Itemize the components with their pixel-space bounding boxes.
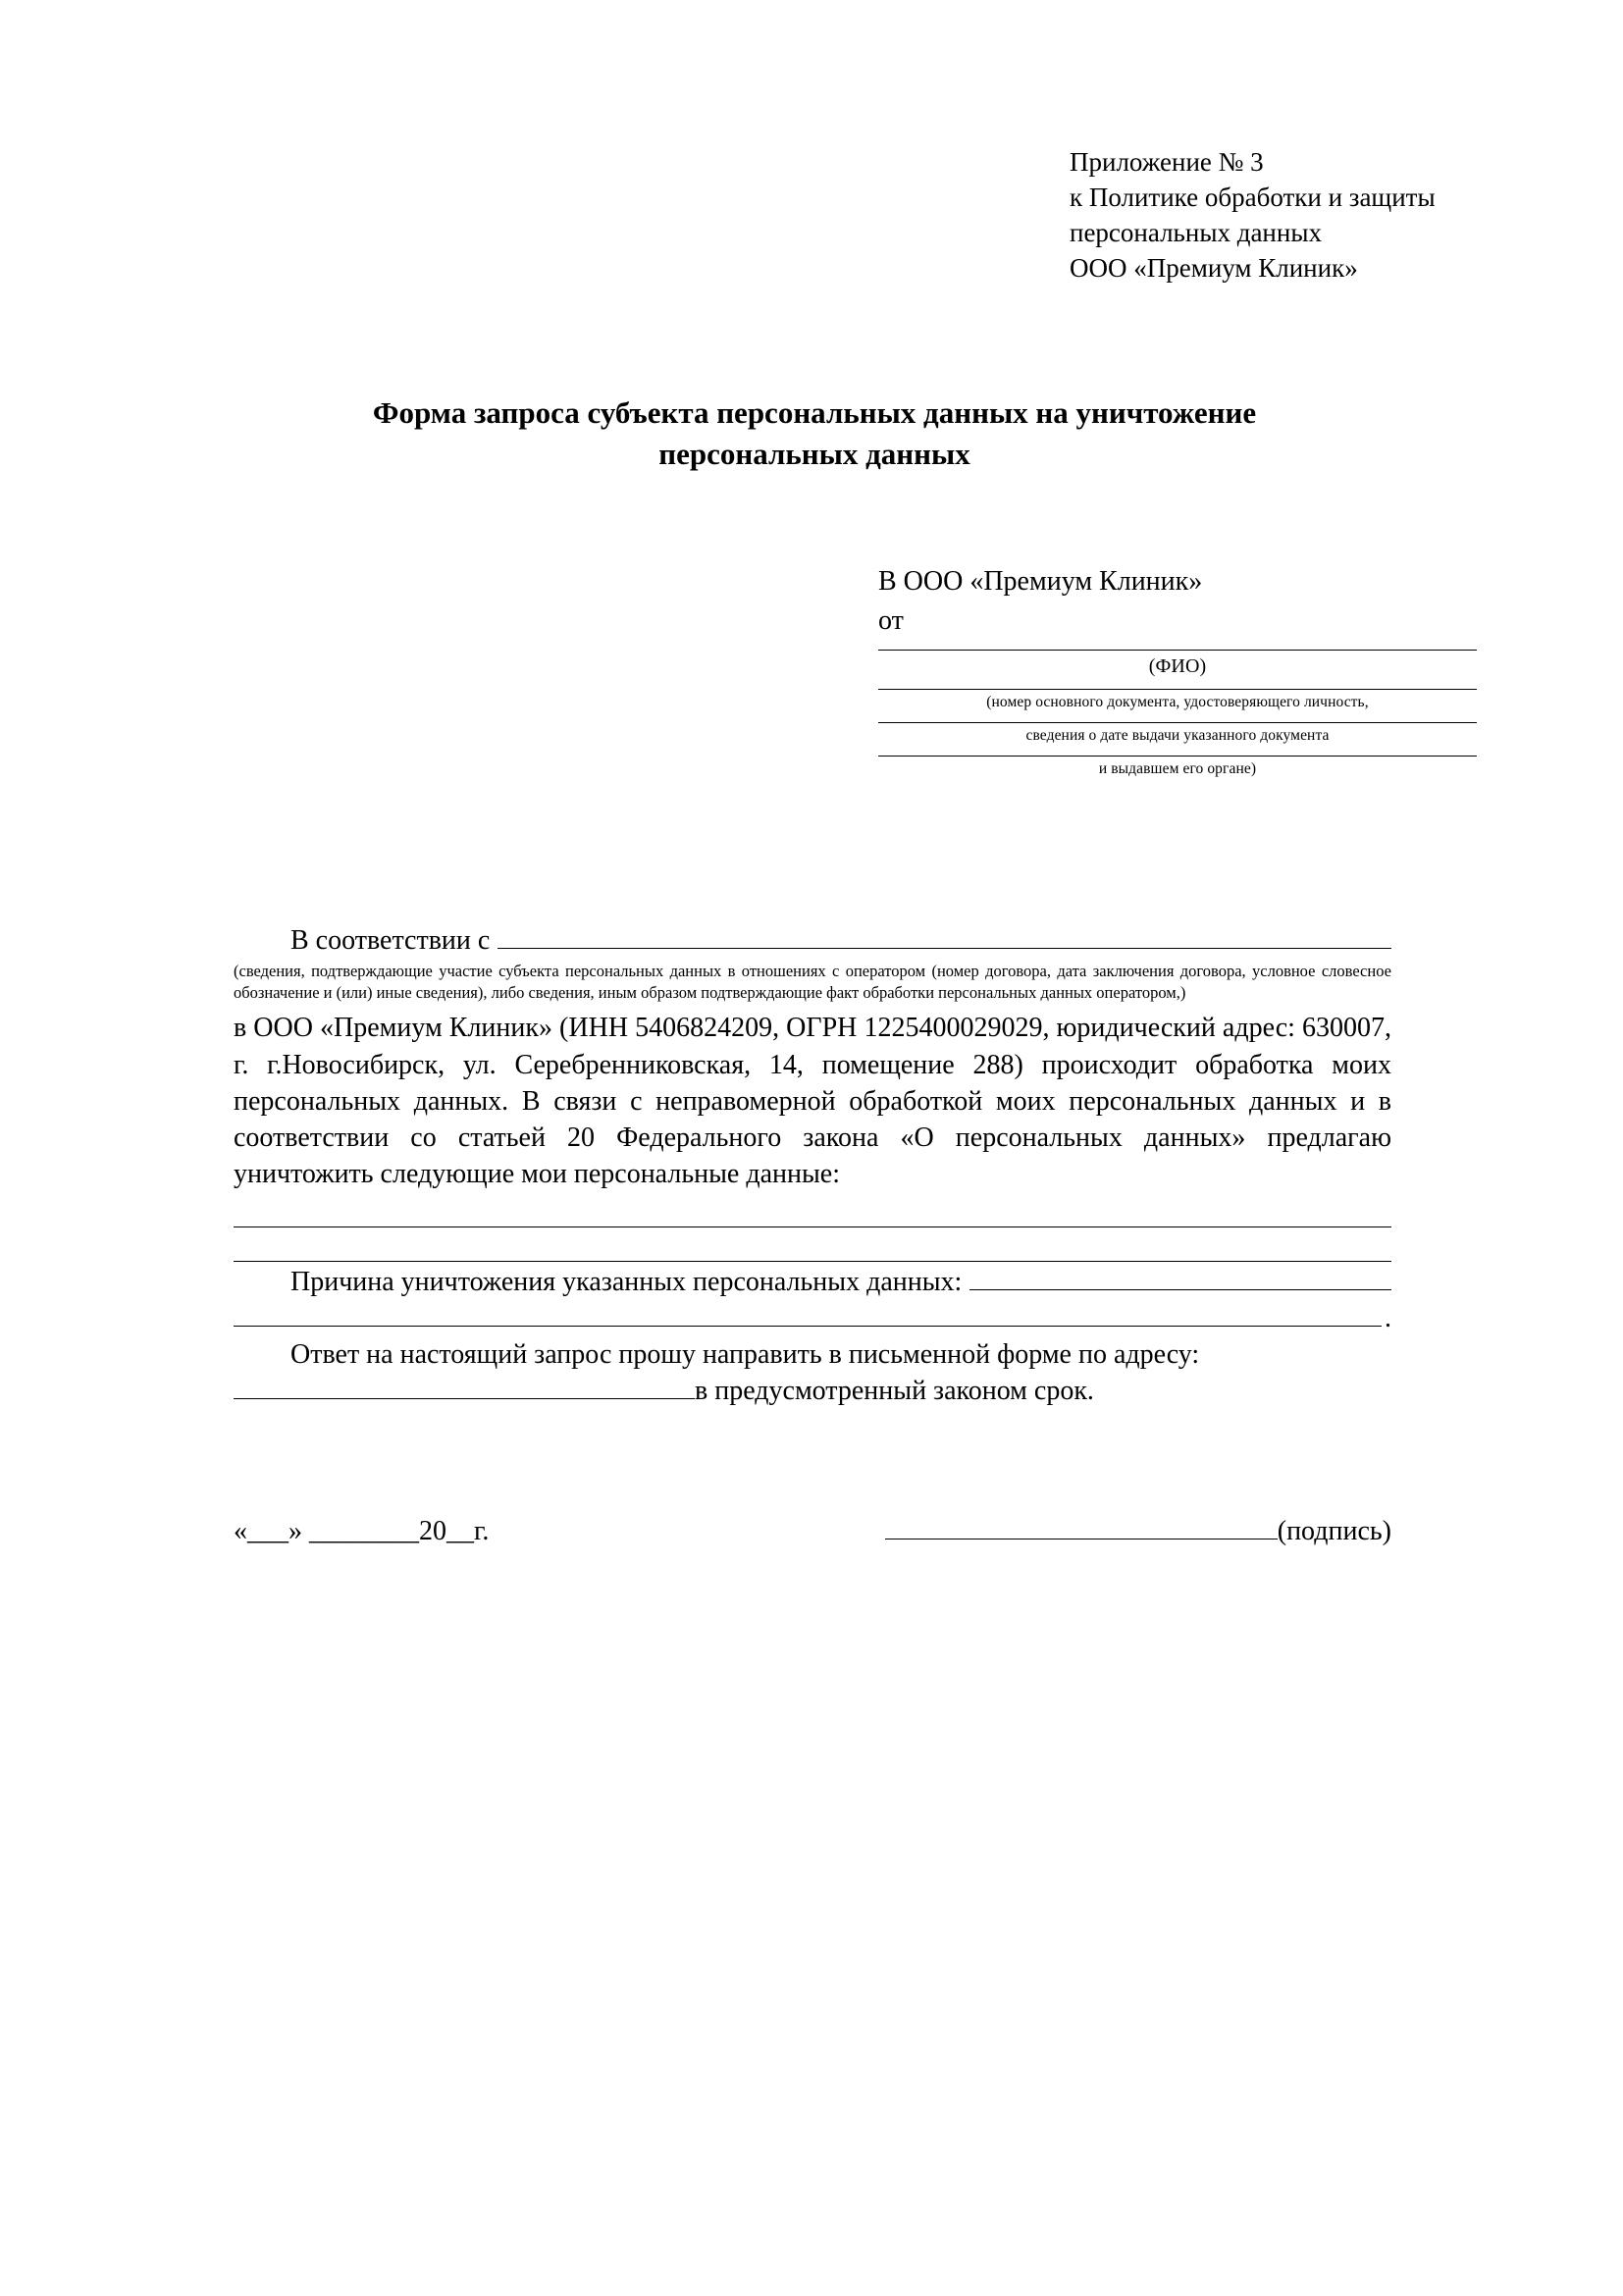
answer-address-rule[interactable] xyxy=(234,1377,695,1399)
fio-caption: (ФИО) xyxy=(1148,654,1207,677)
page-title-line-2: персональных данных xyxy=(658,436,970,471)
main-paragraph: в ООО «Премиум Клиник» (ИНН 5406824209, ОГРН 1225400029029, юридический адрес: 630007, г. г.Новосибирск, ул. Серебренниковская, 14, помещение 288) происходит обработка моих персональных данных. В связи с неправомерной обработкой моих персональных данных и в соответствии со статьей 20 Федерального закона «О персональных данных» предлагаю уничтожить следующие мои персональные данные: xyxy=(234,1013,1391,1190)
header-line-1: Приложение № 3 xyxy=(1070,147,1264,177)
answer-address-line[interactable] xyxy=(234,1373,1391,1409)
document-body xyxy=(234,922,1391,1410)
reason-line[interactable] xyxy=(234,1264,1391,1300)
document-date-caption: сведения о дате выдачи указанного документа xyxy=(1025,726,1330,744)
signature-caption: (подпись) xyxy=(1277,1516,1391,1546)
document-organ-caption: и выдавшем его органе) xyxy=(1098,760,1257,778)
header-block xyxy=(1070,145,1580,287)
addressee-from-label: от xyxy=(878,605,904,637)
reason-continuation-line[interactable] xyxy=(234,1300,1391,1336)
answer-tail-text: в предусмотренный законом срок. xyxy=(695,1376,1094,1407)
signature-row xyxy=(234,1516,1391,1547)
header-line-3: персональных данных xyxy=(1070,217,1322,247)
fio-field[interactable] xyxy=(878,650,1477,679)
reason-end-dot: . xyxy=(1385,1302,1391,1333)
document-organ-field[interactable] xyxy=(878,756,1477,779)
reason-input-rule-2[interactable] xyxy=(234,1304,1382,1327)
signature-field[interactable] xyxy=(885,1516,1391,1547)
document-number-caption: (номер основного документа, удостоверяющего личность, xyxy=(986,693,1369,710)
page-title xyxy=(236,392,1393,475)
header-line-2: к Политике обработки и защиты xyxy=(1070,182,1436,212)
date-field[interactable]: «___» ________20__г. xyxy=(234,1516,490,1546)
header-line-4: ООО «Премиум Клиник» xyxy=(1070,252,1358,283)
accordance-label: В соответствии с xyxy=(290,925,491,956)
page-title-line-1: Форма запроса субъекта персональных данных на уничтожение xyxy=(372,395,1257,430)
answer-paragraph: Ответ на настоящий запрос прошу направить в письменной форме по адресу: xyxy=(290,1339,1200,1371)
data-list-rule-2[interactable] xyxy=(234,1227,1391,1262)
accordance-line[interactable] xyxy=(234,922,1391,959)
signature-rule[interactable] xyxy=(885,1519,1278,1539)
reason-input-rule[interactable] xyxy=(969,1268,1391,1290)
data-list-rule-1[interactable] xyxy=(234,1193,1391,1227)
document-date-field[interactable] xyxy=(878,722,1477,746)
reason-label: Причина уничтожения указанных персональных данных: xyxy=(290,1266,963,1297)
addressee-organization: В ООО «Премиум Клиник» xyxy=(878,566,1203,597)
document-number-field[interactable] xyxy=(878,689,1477,712)
accordance-input-rule[interactable] xyxy=(497,926,1391,949)
accordance-note: (сведения, подтверждающие участие субъекта персональных данных в отношениях с оператором (номер договора, дата заключения договора, условное словесное обозначение и (или) иные сведения), либо сведения, иным образом подтверждающие факт обработки персональных данных оператором,) xyxy=(234,962,1391,1003)
addressee-block xyxy=(878,564,1477,779)
